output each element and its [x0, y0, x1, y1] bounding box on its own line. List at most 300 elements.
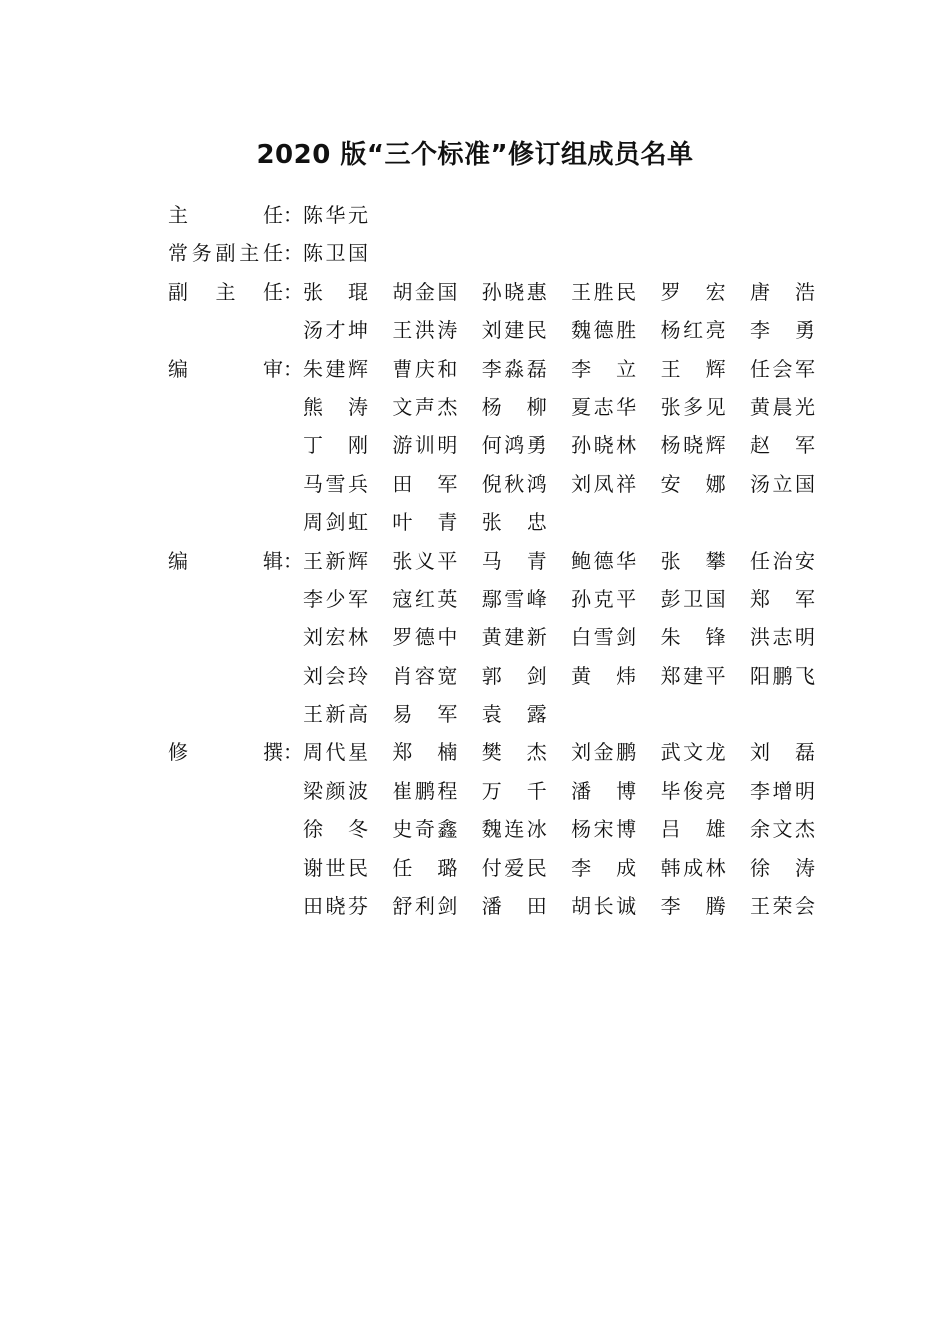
name-char: 任: [749, 548, 770, 573]
name-char: 露: [526, 702, 547, 727]
role-text: [168, 273, 283, 311]
name-char: 陈: [303, 203, 323, 227]
name-char: 军: [794, 586, 815, 611]
member-name: [661, 849, 726, 887]
member-name: [571, 772, 636, 810]
name-char: 涛: [794, 855, 815, 880]
name-char: 志: [593, 394, 614, 419]
name-char: 星: [348, 740, 368, 765]
member-name: [392, 772, 457, 810]
name-char: 安: [660, 471, 681, 496]
name-char: 红: [683, 318, 704, 343]
member-name: [482, 388, 547, 426]
member-names: [303, 273, 815, 350]
name-char: 张: [660, 548, 681, 573]
name-char: 世: [325, 855, 346, 880]
name-char: 和: [437, 356, 458, 381]
name-char: 白: [571, 625, 592, 650]
member-name: [303, 273, 368, 311]
name-char: 治: [772, 548, 793, 573]
name-char: 吕: [660, 817, 681, 842]
name-char: 会: [325, 663, 346, 688]
member-names: [303, 350, 815, 542]
name-char: 增: [772, 778, 793, 803]
member-name: [482, 772, 547, 810]
name-char: 晨: [772, 394, 793, 419]
roster-section: [168, 273, 828, 350]
member-name: [750, 772, 815, 810]
name-char: 陈: [303, 241, 323, 266]
role-char: 副: [215, 241, 236, 266]
name-char: 文: [392, 394, 413, 419]
name-char: 军: [437, 702, 458, 727]
name-char: 鲍: [571, 548, 592, 573]
name-char: 周: [303, 740, 323, 765]
name-char: 秋: [504, 471, 525, 496]
name-char: 林: [616, 433, 637, 458]
name-char: 惠: [526, 279, 547, 304]
name-char: 成: [616, 855, 637, 880]
name-char: 光: [794, 394, 815, 419]
name-char: 晓: [504, 279, 525, 304]
member-names: [303, 234, 815, 272]
name-char: 炜: [616, 663, 637, 688]
member-name: [482, 273, 547, 311]
member-name: [482, 810, 547, 848]
role-char: 主: [239, 241, 260, 266]
name-char: 任: [392, 855, 413, 880]
name-char: 军: [794, 433, 815, 458]
member-name: [303, 887, 368, 925]
member-name: [482, 311, 547, 349]
name-char: 金: [414, 279, 435, 304]
role-text: [168, 234, 283, 272]
member-name: [303, 695, 368, 733]
member-name: [750, 657, 815, 695]
member-name: [750, 849, 815, 887]
member-name: [750, 580, 815, 618]
name-char: 青: [526, 548, 547, 573]
member-name: [661, 273, 726, 311]
name-char: 明: [794, 625, 815, 650]
name-char: 王: [303, 548, 323, 573]
name-char: 杰: [526, 740, 547, 765]
name-char: 柳: [526, 394, 547, 419]
name-char: 声: [414, 394, 435, 419]
member-name: [571, 350, 636, 388]
document-title: 2020 版“三个标准”修订组成员名单: [256, 140, 694, 171]
name-char: 英: [437, 586, 458, 611]
name-char: 民: [616, 279, 637, 304]
name-char: 兵: [348, 471, 368, 496]
name-char: 朱: [303, 356, 323, 381]
name-char: 训: [414, 433, 435, 458]
roster-section: [168, 350, 828, 542]
name-char: 波: [348, 778, 368, 803]
name-char: 涛: [348, 394, 368, 419]
member-name: [303, 350, 368, 388]
name-char: 玲: [348, 663, 368, 688]
name-char: 余: [749, 817, 770, 842]
member-name: [392, 465, 457, 503]
name-char: 唐: [749, 279, 770, 304]
name-char: 袁: [481, 702, 502, 727]
name-char: 崔: [392, 778, 413, 803]
name-char: 魏: [571, 318, 592, 343]
name-char: 国: [348, 241, 368, 266]
name-char: 郑: [392, 740, 413, 765]
member-name: [482, 350, 547, 388]
member-names: [303, 733, 815, 925]
member-name: [392, 657, 457, 695]
role-char: 主: [168, 203, 188, 227]
member-name: [661, 887, 726, 925]
member-name: [303, 580, 368, 618]
name-char: 徐: [303, 817, 323, 842]
name-char: 连: [504, 817, 525, 842]
name-char: 庆: [414, 356, 435, 381]
name-char: 肖: [392, 663, 413, 688]
name-char: 凤: [593, 471, 614, 496]
member-name: [661, 311, 726, 349]
member-name: [392, 542, 457, 580]
role-char: 编: [168, 548, 188, 573]
member-name: [661, 388, 726, 426]
role-colon: ：: [283, 203, 303, 227]
name-char: 腾: [705, 894, 726, 919]
member-name: [303, 810, 368, 848]
member-name: [482, 733, 547, 771]
name-char: 郑: [749, 586, 770, 611]
member-name: [392, 503, 457, 541]
name-char: 赵: [749, 433, 770, 458]
name-char: 黄: [481, 625, 502, 650]
member-names: [303, 196, 815, 234]
member-name: [571, 849, 636, 887]
name-char: 罗: [660, 279, 681, 304]
name-char: 程: [437, 778, 458, 803]
name-char: 丁: [303, 433, 323, 458]
name-char: 卫: [683, 586, 704, 611]
name-char: 国: [705, 586, 726, 611]
name-char: 晓: [325, 894, 346, 919]
role-char: 务: [191, 241, 212, 266]
name-char: 朱: [660, 625, 681, 650]
role-char: 副: [168, 279, 188, 304]
name-char: 建: [504, 625, 525, 650]
member-name: [571, 273, 636, 311]
member-name: [392, 810, 457, 848]
name-char: 芬: [348, 894, 368, 919]
member-name: [571, 465, 636, 503]
name-char: 成: [683, 855, 704, 880]
name-char: 曹: [392, 356, 413, 381]
roster-section: [168, 733, 828, 925]
name-char: 磊: [794, 740, 815, 765]
name-char: 游: [392, 433, 413, 458]
name-char: 徐: [749, 855, 770, 880]
name-char: 孙: [481, 279, 502, 304]
name-char: 杨: [660, 318, 681, 343]
name-char: 阳: [749, 663, 770, 688]
name-char: 田: [392, 471, 413, 496]
name-char: 代: [325, 740, 346, 765]
name-char: 宋: [593, 817, 614, 842]
name-char: 叶: [392, 510, 413, 535]
name-char: 晓: [593, 433, 614, 458]
name-char: 刚: [348, 433, 368, 458]
name-char: 舒: [392, 894, 413, 919]
name-char: 立: [616, 356, 637, 381]
name-char: 汤: [749, 471, 770, 496]
name-char: 李: [571, 356, 592, 381]
name-char: 付: [481, 855, 502, 880]
name-char: 宏: [325, 625, 346, 650]
member-name: [392, 618, 457, 656]
name-char: 熊: [303, 394, 323, 419]
name-char: 多: [683, 394, 704, 419]
name-char: 史: [392, 817, 413, 842]
role-label: [168, 542, 303, 580]
role-char: 修: [168, 740, 188, 765]
name-char: 辉: [705, 433, 726, 458]
name-char: 少: [325, 586, 346, 611]
name-char: 荣: [772, 894, 793, 919]
member-name: [571, 618, 636, 656]
name-char: 鹏: [772, 663, 793, 688]
name-char: 坤: [348, 318, 368, 343]
name-char: 德: [414, 625, 435, 650]
name-char: 杨: [571, 817, 592, 842]
name-char: 立: [772, 471, 793, 496]
member-roster: [168, 196, 828, 925]
name-char: 会: [794, 894, 815, 919]
name-char: 红: [414, 586, 435, 611]
name-char: 刘: [303, 663, 323, 688]
name-char: 田: [526, 894, 547, 919]
member-name: [392, 311, 457, 349]
name-char: 卫: [325, 241, 346, 266]
name-char: 民: [526, 855, 547, 880]
name-char: 李: [660, 894, 681, 919]
name-char: 剑: [616, 625, 637, 650]
name-char: 勇: [794, 318, 815, 343]
member-name: [661, 618, 726, 656]
name-char: 王: [660, 356, 681, 381]
member-name: [750, 350, 815, 388]
member-name: [482, 849, 547, 887]
name-char: 武: [660, 740, 681, 765]
name-char: 才: [325, 318, 346, 343]
member-name: [750, 426, 815, 464]
name-char: 会: [772, 356, 793, 381]
name-char: 田: [303, 894, 323, 919]
member-name: [303, 465, 368, 503]
name-char: 文: [772, 817, 793, 842]
member-name: [750, 810, 815, 848]
member-name: [303, 234, 368, 272]
name-char: 任: [749, 356, 770, 381]
name-char: 辉: [705, 356, 726, 381]
name-char: 安: [794, 548, 815, 573]
name-char: 黄: [571, 663, 592, 688]
name-char: 淼: [504, 356, 525, 381]
name-char: 国: [794, 471, 815, 496]
name-char: 宏: [705, 279, 726, 304]
name-char: 奇: [414, 817, 435, 842]
name-char: 杰: [437, 394, 458, 419]
role-colon: ：: [283, 740, 303, 765]
member-name: [303, 196, 368, 234]
name-char: 刘: [481, 318, 502, 343]
name-char: 李: [481, 356, 502, 381]
name-char: 刘: [749, 740, 770, 765]
member-name: [571, 580, 636, 618]
name-char: 容: [414, 663, 435, 688]
member-name: [661, 580, 726, 618]
role-text: [168, 350, 283, 388]
role-char: 任: [263, 241, 283, 266]
name-char: 明: [794, 778, 815, 803]
name-char: 宽: [437, 663, 458, 688]
name-char: 胡: [392, 279, 413, 304]
name-char: 马: [481, 548, 502, 573]
member-name: [571, 810, 636, 848]
name-char: 罗: [392, 625, 413, 650]
member-name: [571, 426, 636, 464]
name-char: 军: [348, 586, 368, 611]
name-char: 鄢: [481, 586, 502, 611]
name-char: 寇: [392, 586, 413, 611]
name-char: 德: [593, 318, 614, 343]
member-name: [303, 772, 368, 810]
name-char: 长: [593, 894, 614, 919]
member-names: [303, 542, 815, 734]
name-char: 雄: [705, 817, 726, 842]
role-char: 辑: [263, 548, 283, 573]
name-char: 胜: [593, 279, 614, 304]
roster-section: [168, 234, 828, 272]
name-char: 虹: [348, 510, 368, 535]
name-char: 亮: [705, 318, 726, 343]
name-char: 李: [749, 778, 770, 803]
name-char: 楠: [437, 740, 458, 765]
name-char: 张: [660, 394, 681, 419]
name-char: 周: [303, 510, 323, 535]
role-colon: ：: [283, 548, 303, 573]
name-char: 平: [616, 586, 637, 611]
name-char: 琨: [348, 279, 368, 304]
name-char: 忠: [526, 510, 547, 535]
name-char: 万: [481, 778, 502, 803]
role-label: [168, 350, 303, 388]
name-char: 王: [303, 702, 323, 727]
member-name: [750, 733, 815, 771]
name-char: 志: [772, 625, 793, 650]
member-name: [482, 887, 547, 925]
name-char: 杰: [794, 817, 815, 842]
name-char: 潘: [571, 778, 592, 803]
member-name: [392, 695, 457, 733]
name-char: 颜: [325, 778, 346, 803]
name-char: 汤: [303, 318, 323, 343]
role-colon: ：: [283, 279, 303, 304]
name-char: 民: [348, 855, 368, 880]
name-char: 元: [348, 203, 368, 227]
member-name: [750, 887, 815, 925]
name-char: 潘: [481, 894, 502, 919]
name-char: 华: [616, 394, 637, 419]
name-char: 彭: [660, 586, 681, 611]
member-name: [303, 426, 368, 464]
member-name: [750, 618, 815, 656]
name-char: 易: [392, 702, 413, 727]
member-name: [482, 657, 547, 695]
name-char: 锋: [705, 625, 726, 650]
member-name: [303, 618, 368, 656]
name-char: 中: [437, 625, 458, 650]
member-name: [303, 849, 368, 887]
name-char: 新: [526, 625, 547, 650]
name-char: 义: [414, 548, 435, 573]
member-name: [392, 350, 457, 388]
member-name: [571, 542, 636, 580]
name-char: 新: [325, 548, 346, 573]
member-name: [303, 542, 368, 580]
member-name: [482, 695, 547, 733]
name-char: 胜: [616, 318, 637, 343]
name-char: 剑: [325, 510, 346, 535]
member-name: [482, 465, 547, 503]
name-char: 雪: [325, 471, 346, 496]
role-char: 主: [215, 279, 236, 304]
member-name: [750, 311, 815, 349]
name-char: 辉: [348, 356, 368, 381]
name-char: 平: [437, 548, 458, 573]
name-char: 建: [325, 356, 346, 381]
name-char: 峰: [526, 586, 547, 611]
member-name: [303, 388, 368, 426]
name-char: 樊: [481, 740, 502, 765]
name-char: 何: [481, 433, 502, 458]
role-label: [168, 273, 303, 311]
name-char: 魏: [481, 817, 502, 842]
member-name: [750, 542, 815, 580]
name-char: 金: [593, 740, 614, 765]
role-label: [168, 733, 303, 771]
name-char: 张: [481, 510, 502, 535]
name-char: 李: [749, 318, 770, 343]
name-char: 林: [348, 625, 368, 650]
name-char: 诚: [616, 894, 637, 919]
name-char: 平: [705, 663, 726, 688]
member-name: [661, 426, 726, 464]
role-colon: ：: [283, 241, 303, 266]
name-char: 张: [303, 279, 323, 304]
member-name: [482, 426, 547, 464]
name-char: 毕: [660, 778, 681, 803]
name-char: 刘: [571, 471, 592, 496]
name-char: 亮: [705, 778, 726, 803]
name-char: 龙: [705, 740, 726, 765]
name-char: 璐: [437, 855, 458, 880]
name-char: 郑: [660, 663, 681, 688]
name-char: 孙: [571, 433, 592, 458]
name-char: 杨: [660, 433, 681, 458]
name-char: 郭: [481, 663, 502, 688]
member-name: [303, 657, 368, 695]
name-char: 勇: [526, 433, 547, 458]
